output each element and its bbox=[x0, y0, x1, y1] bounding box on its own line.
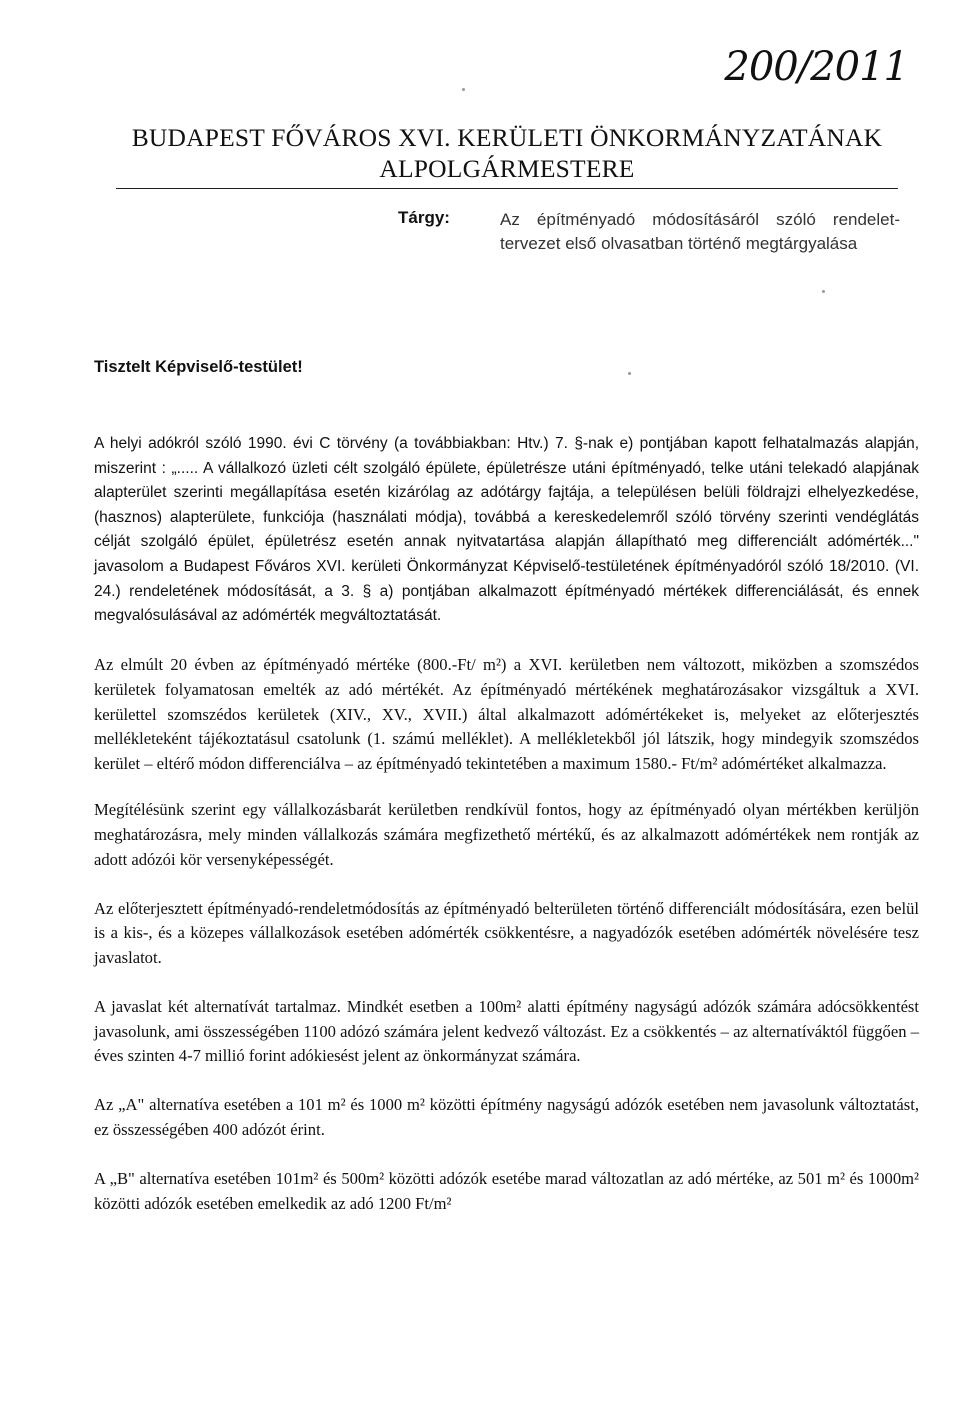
scan-speck bbox=[628, 372, 631, 375]
paragraph: A javaslat két alternatívát tartalmaz. Mindkét esetben a 100m² alatti építmény nagyságú adózók számára adócsökkentést javasolunk, ami összességében 1100 adózó számára jelent kedvező változást. Ez a csökkentés – az alternatíváktól függően – éves szinten 4-7 millió forint adókiesést jelent az önkormányzat számára. bbox=[94, 997, 919, 1066]
paragraph: Az „A" alternatíva esetében a 101 m² és 1000 m² közötti építmény nagyságú adózók esetében nem javasolunk változtatást, ez összességében 400 adózót érint. bbox=[94, 1095, 919, 1140]
filing-number: 200/2011 bbox=[724, 44, 908, 90]
header-line-1: BUDAPEST FŐVÁROS XVI. KERÜLETI ÖNKORMÁNYZATÁNAK bbox=[131, 123, 883, 152]
subject-text: Az építményadó módosításáról szóló rendelet-tervezet első olvasatban történő megtárgyalása bbox=[500, 210, 900, 253]
paragraph: Megítélésünk szerint egy vállalkozásbarát kerületben rendkívül fontos, hogy az építményadó olyan mértékben kerüljön meghatározásra, mely minden vállalkozás számára megfizethető mértékű, és az alkalmazott adómértékek nem rontják az adott adózói kör versenyképességét. bbox=[94, 800, 919, 869]
scan-speck bbox=[822, 290, 825, 293]
header-rule bbox=[116, 188, 898, 189]
scan-speck bbox=[462, 88, 465, 91]
paragraph: A „B" alternatíva esetében 101m² és 500m² közötti adózók esetébe marad változatlan az adó mértéke, az 501 m² és 1000m² közötti adózók esetében emelkedik az adó 1200 Ft/m² bbox=[94, 1169, 919, 1213]
document-body bbox=[94, 432, 919, 1241]
document-header bbox=[116, 122, 898, 184]
paragraph: Az elmúlt 20 évben az építményadó mértéke (800.-Ft/ m²) a XVI. kerületben nem változott, miközben a szomszédos kerületek folyamatosan emelték az adó mértékét. Az építményadó mértékének meghatározásakor vizsgáltuk a XVI. kerülettel szomszédos kerületek (XIV., XV., XVII.) által alkalmazott adómértékeket is, melyeket az előterjesztés mellékleteként tájékoztatásul csatolunk (1. számú melléklet). A mellékletekből jól látszik, hogy mindegyik szomszédos kerület – eltérő módon differenciálva – az építményadó tekintetében a maximum 1580.- Ft/m² adómértéket alkalmazza. bbox=[94, 655, 919, 773]
header-line-2: ALPOLGÁRMESTERE bbox=[379, 154, 635, 183]
paragraph: Az előterjesztett építményadó-rendeletmódosítás az építményadó belterületen történő differenciált módosítására, ezen belül is a kis-, és a közepes vállalkozások esetében adómérték csökkentésre, a nagyadózók esetében adómérték növelésére tesz javaslatot. bbox=[94, 898, 919, 967]
subject-label: Tárgy: bbox=[398, 208, 450, 227]
salutation: Tisztelt Képviselő-testület! bbox=[94, 358, 303, 376]
paragraph: A helyi adókról szóló 1990. évi C törvény (a továbbiakban: Htv.) 7. §-nak e) pontjában kapott felhatalmazás alapján, miszerint : „..... A vállalkozó üzleti célt szolgáló épülete, épületrésze utáni építményadó, telke utáni telekadó alapjának alapterület szerinti megállapítása esetén kizárólag az adótárgy fajtája, a településen belüli földrajzi elhelyezkedése, (hasznos) alapterülete, funkciója (használati módja), továbbá a kereskedelemről szóló törvény szerinti vendéglátás célját szolgáló épület, épületrész esetén annak nyitvatartása alapján állapítható meg differenciált adómérték..." javasolom a Budapest Főváros XVI. kerületi Önkormányzat Képviselő-testületének építményadóról szóló 18/2010. (VI. 24.) rendeletének módosítását, a 3. § a) pontjában alkalmazott építményadó mértékek differenciálását, és ennek megvalósulásával az adómérték megváltoztatását. bbox=[94, 435, 919, 625]
